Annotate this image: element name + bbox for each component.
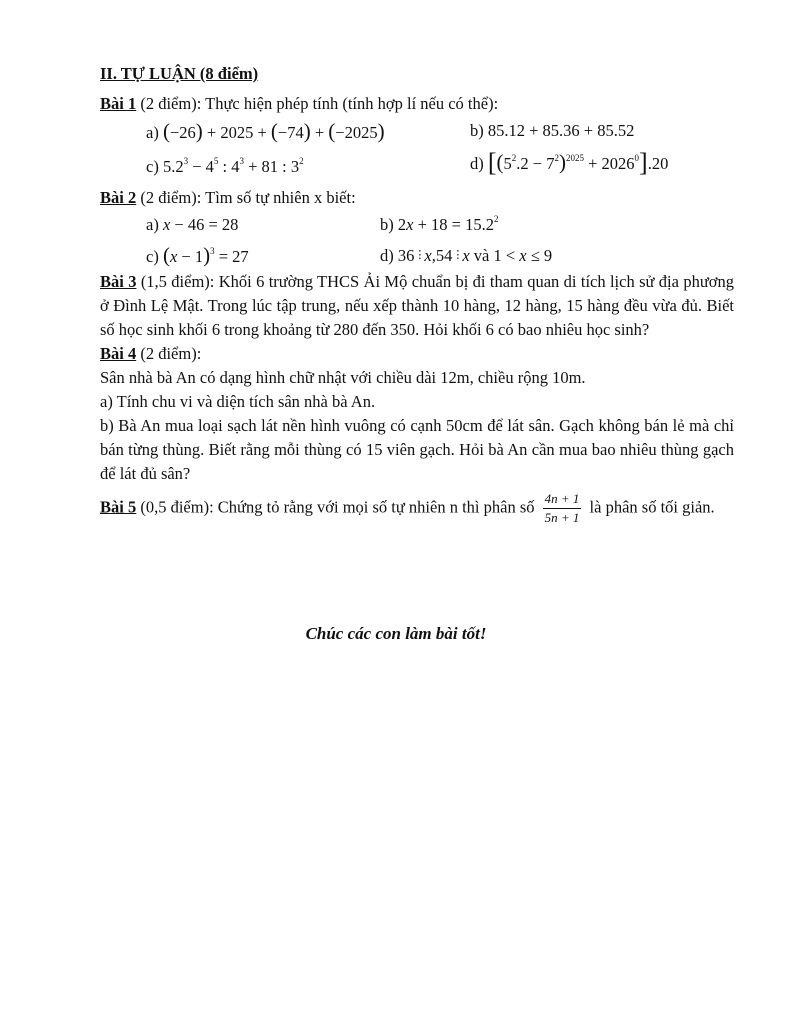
bai1-b (470, 119, 634, 143)
bai2-d-label: d) (380, 246, 394, 265)
bai2-b: b) $2x + 18 = 15.2^2$ (380, 214, 499, 234)
bai2-intro: (2 điểm): Tìm số tự nhiên x biết: (136, 188, 356, 207)
bai1-b-expr: 85.12 + 85.36 + 85.52 (487, 121, 635, 140)
bai4-line2: a) Tính chu vi và diện tích sân nhà bà An. (100, 392, 376, 411)
bai2-c-label: c) (146, 247, 159, 266)
bai4-line3: b) Bà An mua loại sạch lát nền hình vuông có cạnh 50cm để lát sân. Gạch không bán lẻ mà chỉ bán từng thùng. Biết rằng mỗi thùng có 15 viên gạch. Hỏi bà An cần mua bao nhiêu thùng gạch để lát đủ sân? (100, 416, 734, 483)
bai1-heading (100, 92, 734, 116)
bai4-heading (100, 342, 734, 366)
bai3-paragraph (100, 270, 734, 342)
bai4-intro: (2 điểm): (136, 344, 202, 363)
closing-message: Chúc các con làm bài tốt! (305, 624, 487, 643)
bai5-label: Bài 5 (100, 497, 137, 517)
bai1-d: d) $[(5^2.2 - 7^2)^{2025} + 2026^0].20$ (470, 148, 669, 177)
bai1-c-label: c) (146, 157, 159, 176)
bai2-heading (100, 186, 734, 210)
bai1-a-label: a) (146, 123, 159, 142)
bai1-d-label: d) (470, 154, 484, 173)
bai1-d-tail: .20 (647, 154, 669, 173)
bai5-text-before: (0,5 điểm): Chứng tỏ rằng với mọi số tự nhiên n thì phân số (136, 497, 539, 517)
bai2-a-label: a) (146, 215, 159, 234)
bai4-line1: Sân nhà bà An có dạng hình chữ nhật với chiều dài 12m, chiều rộng 10m. (100, 368, 586, 387)
bai3-label: Bài 3 (100, 272, 137, 291)
bai1-a: a) (−26) + 2025 + (−74) + (−2025) (146, 119, 385, 143)
bai1-b-label: b) (470, 121, 484, 140)
bai1-row-ab (100, 116, 734, 146)
bai2-row-cd (100, 240, 734, 270)
bai2-label: Bài 2 (100, 188, 137, 207)
bai5-frac-den: 5n + 1 (544, 510, 580, 525)
bai1-intro: (2 điểm): Thực hiện phép tính (tính hợp lí nếu có thể): (136, 94, 499, 113)
section-title: II. TỰ LUẬN (8 điểm) (100, 64, 259, 83)
bai1-c: c) $5.2^3 - 4^5$ : $4^3 + 81$ : $3^2$ (146, 156, 304, 176)
bai2-row-ab (100, 210, 734, 240)
bai5-frac-num: 4n + 1 (543, 490, 582, 509)
bai5-fraction (543, 490, 582, 527)
bai2-a: a) x − 46 = 28 (146, 215, 239, 234)
bai2-d-and: và (469, 246, 494, 265)
bai5-text-after: là phân số tối giản. (585, 497, 715, 517)
bai2-d: d) 36⋮x,54⋮x và 1 < x ≤ 9 (380, 246, 553, 265)
bai4-label: Bài 4 (100, 344, 137, 363)
bai3-text: (1,5 điểm): Khối 6 trường THCS Ải Mộ chuẩn bị đi tham quan di tích lịch sử địa phương ở Đình Lệ Mật. Trong lúc tập trung, nếu xếp thành 10 hàng, 12 hàng, 15 hàng đều vừa đủ. Biết số học sinh khối 6 trong khoảng từ 280 đến 350. Hỏi khối 6 có bao nhiêu học sinh? (100, 272, 734, 339)
bai2-c: c) $(x - 1)^3 = 27$ (146, 243, 249, 267)
exam-section (100, 62, 734, 527)
bai1-label: Bài 1 (100, 94, 137, 113)
bai5-paragraph (100, 490, 734, 527)
bai1-row-cd (100, 146, 734, 186)
bai2-b-label: b) (380, 215, 394, 234)
